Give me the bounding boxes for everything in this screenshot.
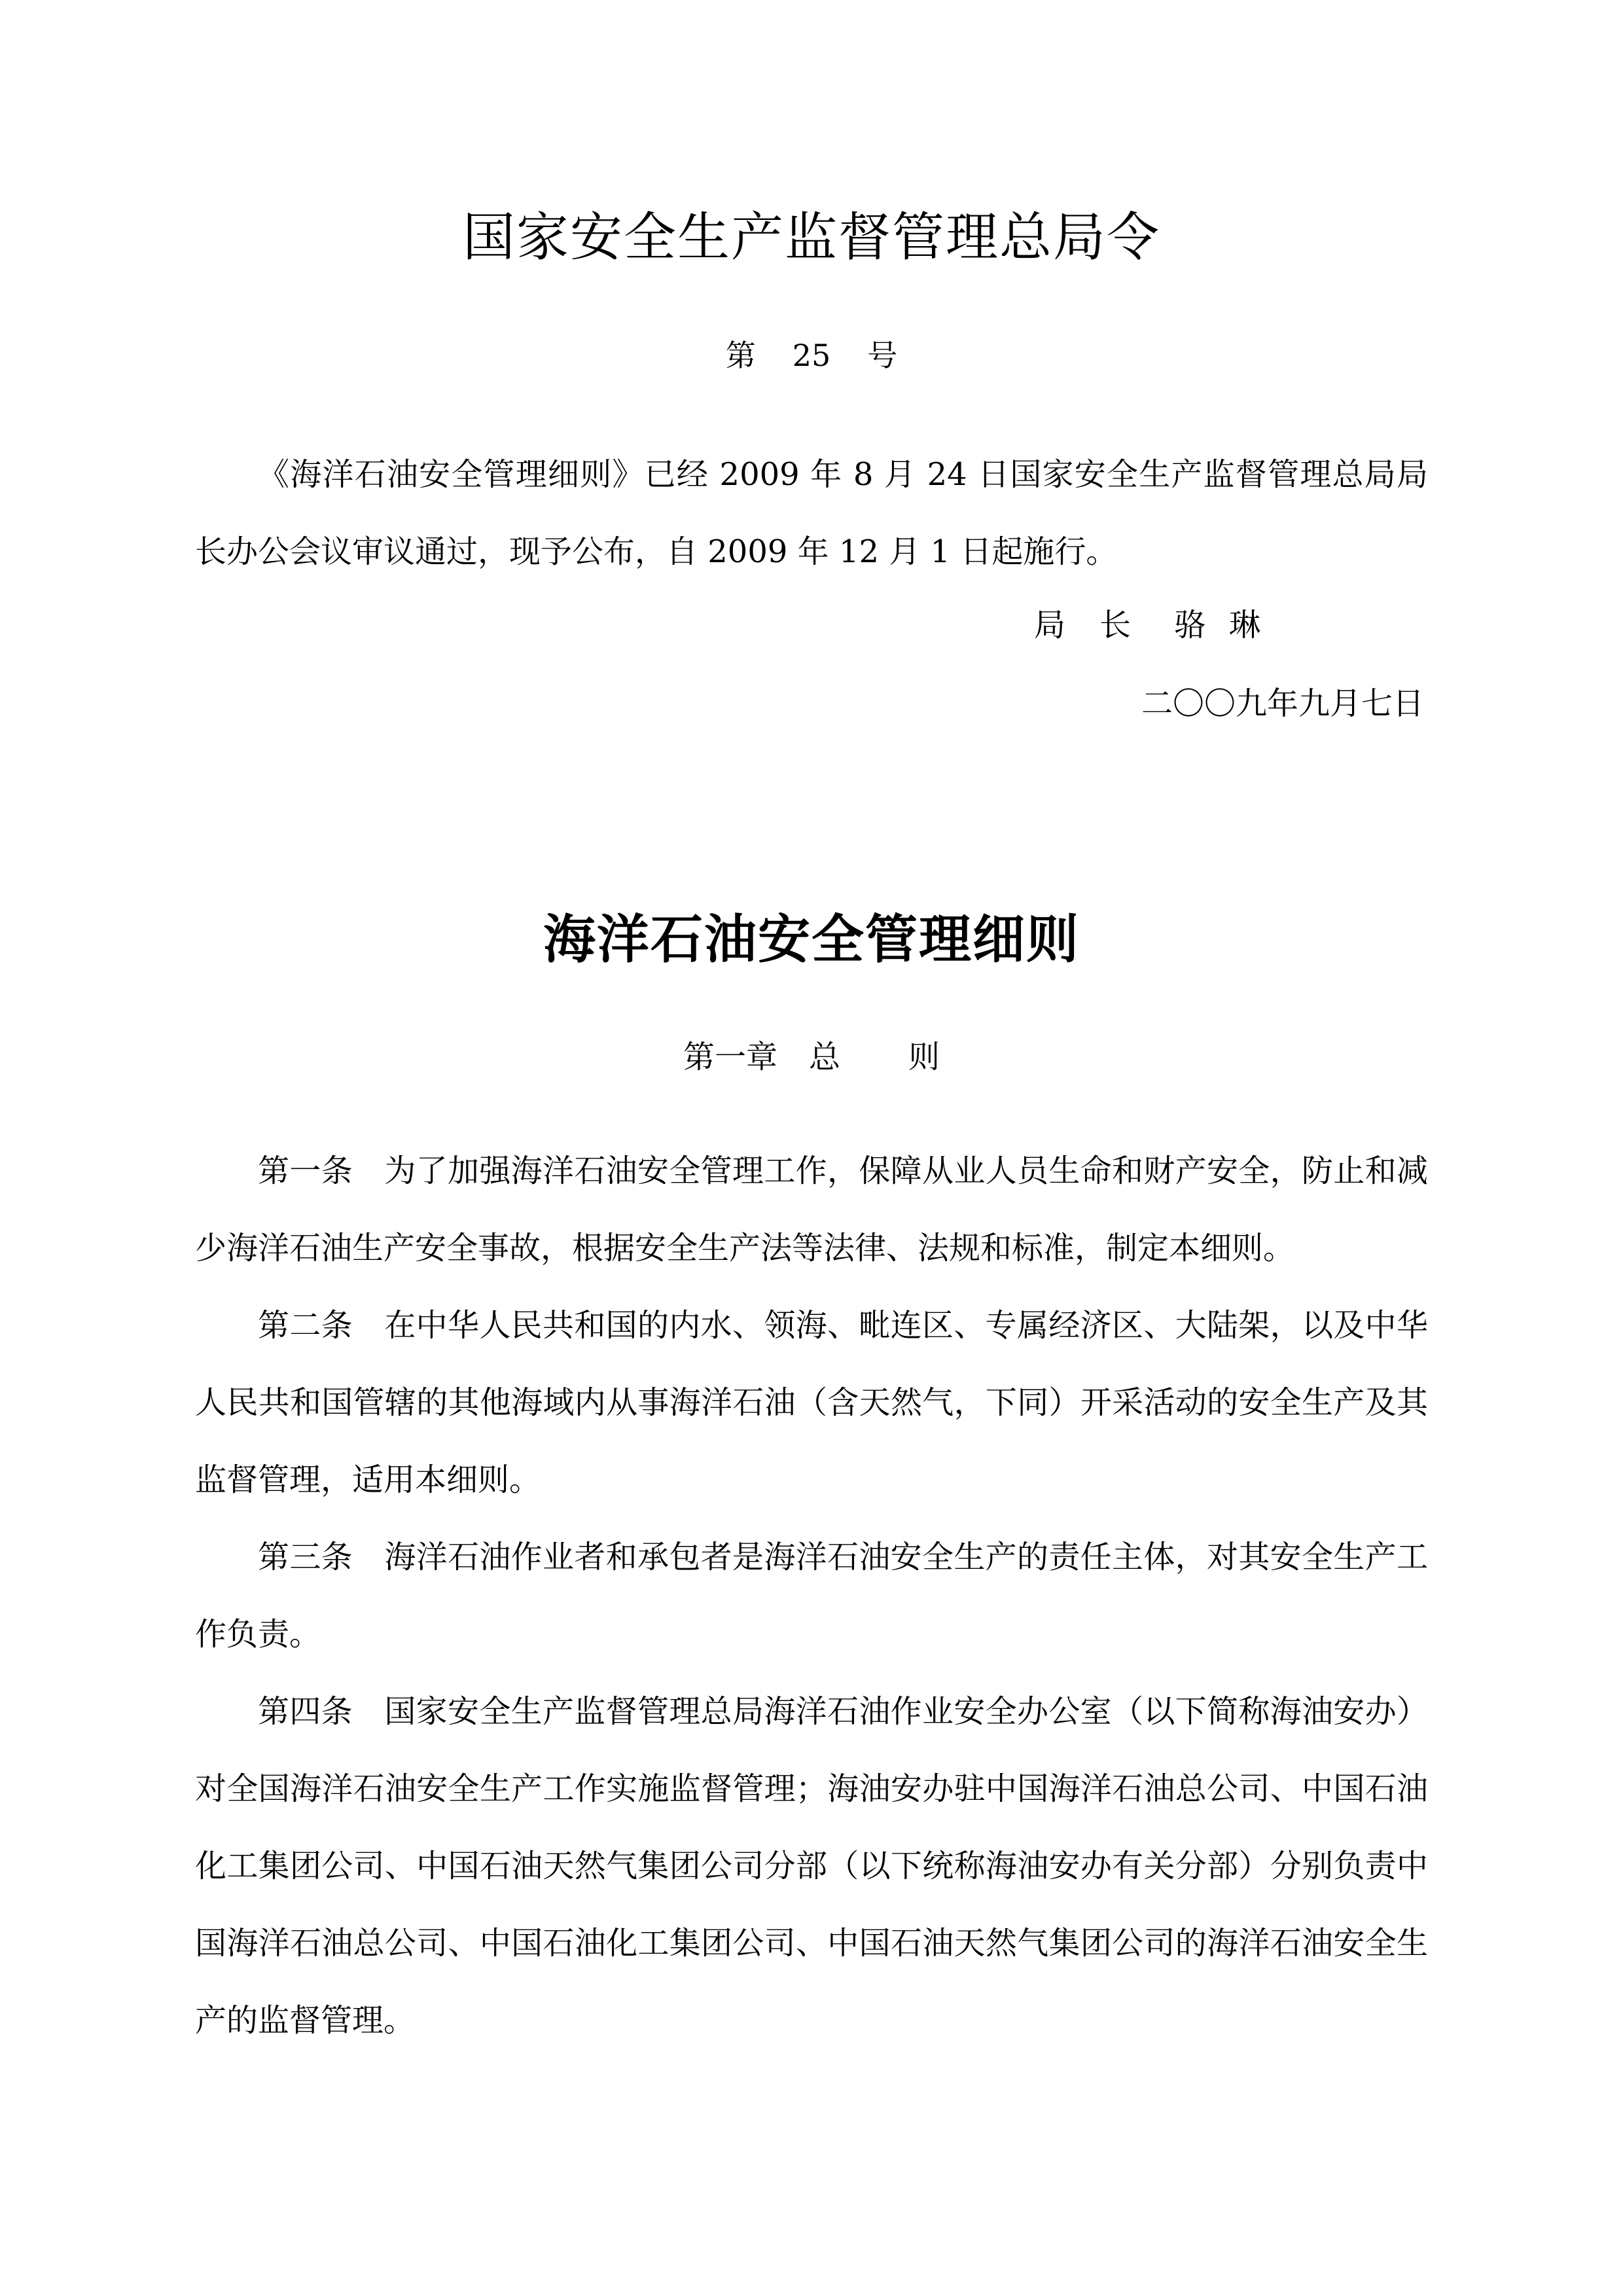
article-text: 为了加强海洋石油安全管理工作，保障从业人员生命和财产安全，防止和减少海洋石油生产安全事故，根据安全生产法等法律、法规和标准，制定本细则。	[195, 1153, 1428, 1266]
article-text: 国家安全生产监督管理总局海洋石油作业安全办公室（以下简称海油安办）对全国海洋石油安全生产工作实施监督管理；海油安办驻中国海洋石油总公司、中国石油化工集团公司、中国石油天然气集团公司分部（以下统称海油安办有关分部）分别负责中国海洋石油总公司、中国石油化工集团公司、中国石油天然气集团公司的海洋石油安全生产的监督管理。	[195, 1693, 1428, 2039]
signer-title-char-2: 长	[1099, 607, 1132, 643]
article-label: 第二条	[258, 1307, 353, 1344]
order-number-value: 25	[792, 338, 831, 373]
chapter-name-char-2: 则	[908, 1039, 940, 1075]
article-2	[195, 1287, 1428, 1518]
signer-title-char-1: 局	[1034, 607, 1066, 643]
signer-line	[1034, 602, 1260, 648]
signer-name-char-2: 琳	[1229, 607, 1261, 643]
article-label: 第四条	[258, 1693, 353, 1730]
order-number-suffix: 号	[867, 338, 898, 373]
order-number	[0, 332, 1623, 378]
announcement-paragraph: 《海洋石油安全管理细则》已经 2009 年 8 月 24 日国家安全生产监督管理总局局长办公会议审议通过，现予公布，自 2009 年 12 月 1 日起施行。	[195, 456, 1428, 570]
article-label: 第三条	[258, 1539, 353, 1575]
chapter-name-char-1: 总	[808, 1039, 840, 1075]
chapter-heading	[0, 1034, 1623, 1080]
order-number-prefix: 第	[725, 338, 756, 373]
article-text: 在中华人民共和国的内水、领海、毗连区、专属经济区、大陆架，以及中华人民共和国管辖的其他海域内从事海洋石油（含天然气，下同）开采活动的安全生产及其监督管理，适用本细则。	[195, 1307, 1428, 1498]
rules-title: 海洋石油安全管理细则	[543, 908, 1080, 970]
signing-date: 二〇〇九年九月七日	[1141, 685, 1424, 722]
article-text: 海洋石油作业者和承包者是海洋石油安全生产的责任主体，对其安全生产工作负责。	[195, 1539, 1428, 1653]
order-title: 国家安全生产监督管理总局令	[463, 207, 1160, 268]
signer-name-char-1: 骆	[1174, 607, 1206, 643]
article-3	[195, 1518, 1428, 1673]
chapter-number: 第一章	[683, 1039, 777, 1075]
article-1	[195, 1132, 1428, 1287]
article-label: 第一条	[258, 1153, 353, 1189]
article-4	[195, 1673, 1428, 2059]
